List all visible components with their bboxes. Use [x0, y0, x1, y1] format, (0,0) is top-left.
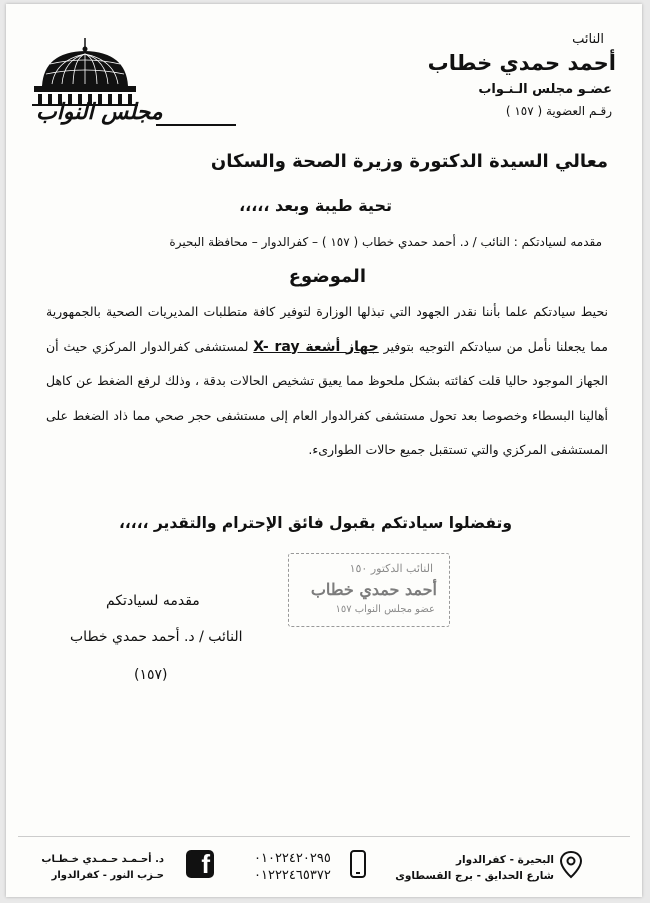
greeting: تحية طيبة وبعد ،،،،،: [239, 196, 392, 215]
body-text-part1: نحيط سيادتكم علما بأننا نقدر الجهود التي تبذلها الوزارة لتوفير كافة متطلبات المديريات الصحية بالجمهورية مما يجعلنا نأمل من سيادتكم التوجيه بتوفير: [46, 304, 608, 354]
signature-name: النائب / د. أحمد حمدي خطاب: [70, 629, 243, 645]
closing-line: وتفضلوا سيادتكم بقبول فائق الإحترام والتقدير ،،،،،: [119, 514, 512, 532]
footer-phone-1: ٠١٠٢٢٤٢٠٢٩٥: [254, 851, 331, 866]
header-title: النائب: [572, 32, 604, 47]
mp-name: أحمد حمدي خطاب: [427, 51, 616, 75]
footer-phone-2: ٠١٢٢٢٤٦٥٣٧٢: [254, 868, 331, 883]
letter-body: [46, 295, 608, 468]
official-stamp: [288, 553, 450, 627]
letter-page: [6, 4, 642, 897]
recipient: معالي السيدة الدكتورة وزيرة الصحة والسكان: [210, 151, 608, 172]
footer-facebook-party: حـزب النور - كفرالدوار: [51, 870, 164, 881]
mp-role: عضـو مجلس الـنـواب: [478, 82, 612, 97]
submitted-by-line: مقدمه لسيادتكم : النائب / د. أحمد حمدي خطاب ( ١٥٧ ) – كفرالدوار – محافظة البحيرة: [169, 235, 602, 249]
footer-address-1: البحيرة - كفرالدوار: [455, 854, 554, 866]
signature-number: (١٥٧): [134, 667, 168, 683]
footer-divider: [18, 836, 630, 837]
subject-heading: الموضوع: [288, 266, 366, 287]
footer-facebook-name: د. أحـمـد حـمـدي خـطـاب: [41, 854, 164, 865]
membership-number: رقـم العضوية ( ١٥٧ ): [505, 104, 612, 118]
logo-text: مجلس النواب: [36, 99, 163, 125]
phone-icon: [350, 850, 366, 878]
stamp-line2: أحمد حمدي خطاب: [310, 580, 437, 599]
body-text-part2: لمستشفى كفرالدوار المركزي حيث أن الجهاز الموجود حاليا قلت كفائته بشكل ملحوظ مما يعيق تشخيص الحالات بدقة ، وذلك لرفع الضغط عن كاهل أهالينا البسطاء وخصوصا بعد تحول مستشفى كفرالدوار العام إلى مستشفى حجر صحي مما ذاد الضغط على المستشفى المركزي والتي تستقبل جميع حالات الطوارىء.: [46, 338, 608, 457]
stamp-line1: النائب الدكتور ١٥٠: [349, 562, 433, 575]
footer-address-2: شارع الحدايق - برج القسطاوى: [395, 870, 554, 882]
body-highlight: جهاز أشعة X- ray: [253, 338, 379, 355]
facebook-icon: f: [186, 850, 214, 878]
stamp-line3: عضو مجلس النواب ١٥٧: [335, 604, 435, 615]
location-pin-icon: [558, 850, 584, 880]
header-divider: [156, 124, 236, 126]
signature-submitted: مقدمه لسيادتكم: [106, 593, 200, 609]
